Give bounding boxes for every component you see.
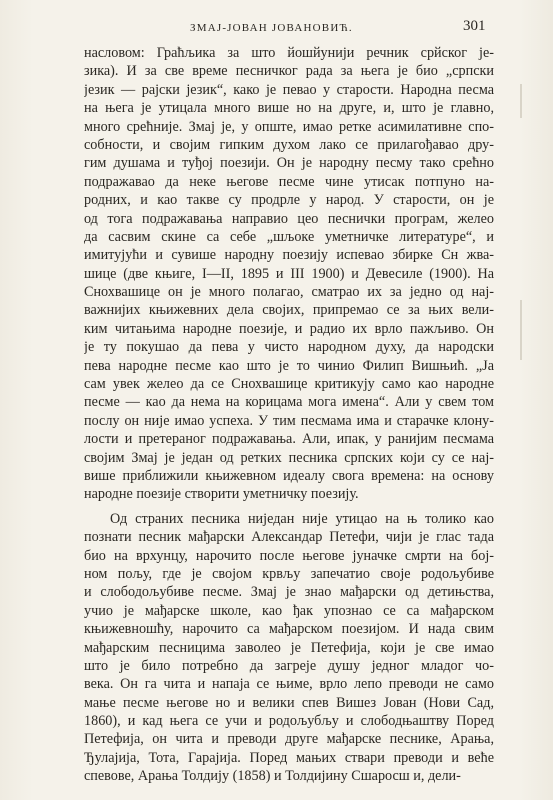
text-line: мање песме његове но и велики спев Вишез Јован (Нови Сад, <box>84 694 494 711</box>
text-line: песме — као да нема на корицама мога имена“. Али у свем том <box>84 394 494 411</box>
text-line: пева народне песме као што је то чинио Филип Вишњић. „Ја <box>84 357 494 374</box>
text-line: имитујући и сувише народну поезију испевао збирке Сн жва- <box>84 247 494 264</box>
text-line: родних, и као такве су продрле у народ. У старости, он је <box>84 192 494 209</box>
text-line: својим Змај је један од ретких песника српских који су се нај- <box>84 449 494 466</box>
running-head: ЗМАЈ-ЈОВАН ЈОВАНОВИЋ. <box>190 22 353 34</box>
text-line: сам увек желео да се Снохвашице критикују само као народне <box>84 376 494 393</box>
text-line: познати песник мађарски Александар Петефи, чији је глас тада <box>84 529 494 546</box>
text-line: Ђулајија, Тота, Гарајија. Поред мањих ствари преводи и веће <box>84 749 494 766</box>
text-line: Од страних песника ниједан није утицао на њ толико као <box>110 510 494 527</box>
text-line: и слободољубиве песме. Змај је знао мађарски од детињства, <box>84 584 494 601</box>
body-text <box>84 44 494 786</box>
text-line: зика). И за све време песничког рада за њега је био „српски <box>84 63 494 80</box>
text-line: био на врхунцу, нарочито после његове јуначке смрти на бој- <box>84 547 494 564</box>
text-line: Петефија, он чита и преводи друге мађарске песнике, Арања, <box>84 731 494 748</box>
page-edge-mark <box>520 84 522 118</box>
text-line: да сасвим скине са себе „шљоке уметничке литературе“, и <box>84 228 494 245</box>
text-line: важнијих књижевних дела својих, припремао се за њих вели- <box>84 302 494 319</box>
text-line: књижевношћу, нарочито са мађарском поезијом. И нада свим <box>84 621 494 638</box>
text-line: на њега је утицала много више но на друге, и, што је главно, <box>84 100 494 117</box>
text-line: послу он није имао успеха. У тим песмама има и старачке клону- <box>84 412 494 429</box>
text-line: ким читањима народне поезије, и радио их врло пажљиво. Он <box>84 320 494 337</box>
text-line: насловом: Граћљика за што йошйунији речник срйског је- <box>84 45 494 61</box>
text-line: много срећније. Змај је, у опште, имао ретке асимилативне спо- <box>84 118 494 135</box>
text-line: шице (две књиге, I—II, 1895 и III 1900) и Девесиле (1900). На <box>84 265 494 282</box>
text-line: што је било потребно да загреје душу једног младог чо- <box>84 657 494 674</box>
text-line: лости и претераног подражавања. Али, ипак, у ранијим песмама <box>84 431 494 448</box>
text-line: народне поезије створити уметничку поезију. <box>84 486 359 503</box>
text-line: века. Он га чита и напаја се њиме, врло лепо преводи не само <box>84 676 494 693</box>
text-line: мађарским песницима заволео је Петефија, који је све имао <box>84 639 494 656</box>
text-line: више приближили књижевном идеалу свога времена: на основу <box>84 467 494 484</box>
text-line: ном пољу, где је својом крвљу запечатио своје родољубиве <box>84 565 494 582</box>
text-line: језик — рајски језик“, како је певао у старости. Народна песма <box>84 81 494 98</box>
text-line: од тога подражавања направио цео песнички програм, желео <box>84 210 494 227</box>
text-line: подражавао да неке његове песме чине утисак потпуно на- <box>84 173 494 190</box>
page-header <box>0 18 553 40</box>
text-line: 1860), и кад њега се учи и родољубљу и слободњаштву Поред <box>84 713 494 730</box>
text-line: спевове, Арања Толдију (1858) и Толдијину Сшаросш и, дели- <box>84 768 461 785</box>
page-edge-mark <box>520 300 522 360</box>
text-line: учио је мађарске школе, као ђак упознао се са мађарском <box>84 602 494 619</box>
text-line: гим душама и туђој поезији. Он је народну песму тако срећно <box>84 155 494 172</box>
text-line: је ту покушао да пева у чисто народном духу, да народски <box>84 339 494 356</box>
text-line: собности, и својим гипким духом лако се прилагођавао дру- <box>84 136 494 153</box>
page-number: 301 <box>463 18 486 34</box>
text-line: Снохвашице он је много полагао, сматрао их за једно од нај- <box>84 284 494 301</box>
